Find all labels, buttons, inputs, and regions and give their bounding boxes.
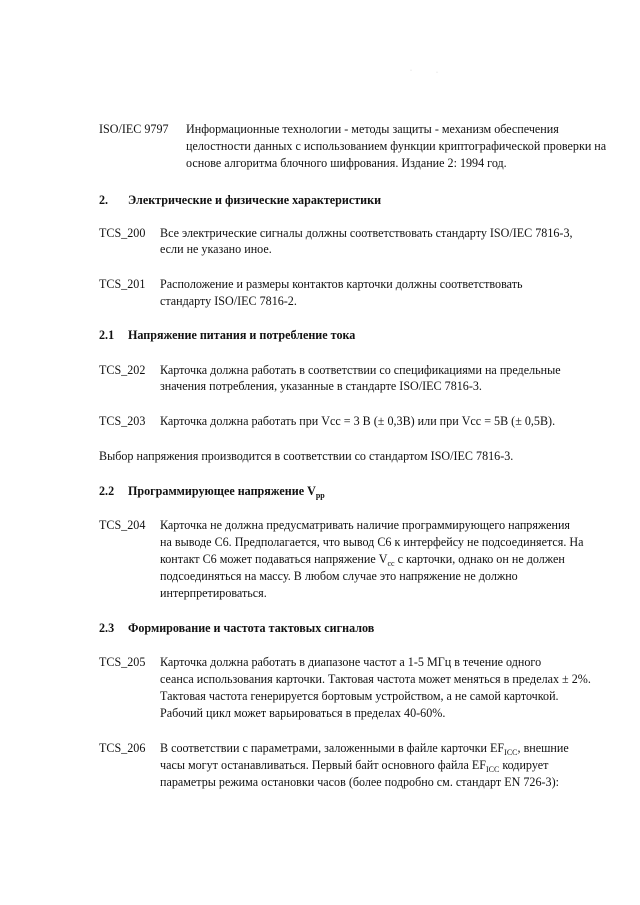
requirement-text-line: Рабочий цикл может варьироваться в пределах 40-60%.	[160, 706, 446, 720]
section-title: Формирование и частота тактовых сигналов	[128, 621, 375, 635]
requirement-text-line: параметры режима остановки часов (более подробно см. стандарт EN 726-3):	[160, 775, 559, 789]
requirement-text-line	[160, 552, 565, 567]
requirement-code: TCS_204	[99, 518, 146, 532]
requirement-text-line: значения потребления, указанные в стандарте ISO/IEC 7816-3.	[160, 379, 482, 393]
paragraph-voltage-selection: Выбор напряжения производится в соответствии со стандартом ISO/IEC 7816-3.	[99, 449, 514, 463]
requirement-text-line: подсоединяться на массу. В любом случае это напряжение не должно	[160, 569, 518, 583]
requirement-text-line: если не указано иное.	[160, 242, 272, 256]
requirement-text-line: Тактовая частота генерируется бортовым устройством, а не самой карточкой.	[160, 689, 559, 703]
requirement-text-line: на выводе С6. Предполагается, что вывод С6 к интерфейсу не подсоединяется. На	[160, 535, 584, 549]
requirement-text-line: Карточка должна работать в соответствии со спецификациями на предельные	[160, 363, 561, 377]
scan-speck: ·	[410, 68, 412, 74]
subscript: pp	[315, 491, 325, 500]
section-number: 2.	[99, 193, 109, 207]
section-title: Напряжение питания и потребление тока	[128, 328, 356, 342]
requirement-text-line	[160, 741, 569, 756]
requirement-text-line: сеанса использования карточки. Тактовая частота может меняться в пределах ± 2%.	[160, 672, 591, 686]
text-fragment: В соответствии с параметрами, заложенными в файле карточки EF	[160, 741, 505, 755]
text-fragment: , внешние	[517, 741, 569, 755]
requirement-text-line: Расположение и размеры контактов карточки должны соответствовать	[160, 277, 523, 291]
requirement-text-line: Все электрические сигналы должны соответствовать стандарту ISO/IEC 7816-3,	[160, 226, 573, 240]
text-fragment: с карточки, однако он не должен	[394, 552, 565, 566]
requirement-code: TCS_206	[99, 741, 146, 755]
subscript: ICC	[485, 765, 500, 774]
requirement-code: TCS_201	[99, 277, 146, 291]
section-number: 2.1	[99, 328, 115, 342]
section-number: 2.2	[99, 484, 115, 498]
requirement-text-line: стандарту ISO/IEC 7816-2.	[160, 294, 297, 308]
subscript: ICC	[504, 748, 518, 757]
text-fragment: контакт С6 может подаваться напряжение V	[160, 552, 388, 566]
reference-code: ISO/IEC 9797	[99, 122, 169, 136]
section-title-text: Программирующее напряжение V	[128, 484, 316, 498]
requirement-code: TCS_200	[99, 226, 146, 240]
scan-speck: ·	[436, 70, 438, 76]
section-title	[128, 484, 325, 499]
requirement-text-line: интерпретироваться.	[160, 586, 267, 600]
requirement-code: TCS_205	[99, 655, 146, 669]
reference-text-line: Информационные технологии - методы защиты - механизм обеспечения	[186, 122, 559, 136]
section-number: 2.3	[99, 621, 115, 635]
text-fragment: часы могут останавливаться. Первый байт основного файла EF	[160, 758, 486, 772]
requirement-text-line	[160, 758, 548, 773]
reference-text-line: основе алгоритма блочного шифрования. Издание 2: 1994 год.	[186, 156, 507, 170]
requirement-text-line: Карточка не должна предусматривать наличие программирующего напряжения	[160, 518, 570, 532]
reference-text-line: целостности данных с использованием функции криптографической проверки на	[186, 139, 607, 153]
requirement-code: TCS_203	[99, 414, 146, 428]
section-title: Электрические и физические характеристики	[128, 193, 382, 207]
subscript: cc	[387, 559, 395, 568]
requirement-text-line: Карточка должна работать при Vcc = 3 В (± 0,3В) или при Vcc = 5В (± 0,5В).	[160, 414, 556, 428]
requirement-text-line: Карточка должна работать в диапазоне частот а 1-5 МГц в течение одного	[160, 655, 542, 669]
requirement-code: TCS_202	[99, 363, 146, 377]
text-fragment: кодирует	[499, 758, 549, 772]
